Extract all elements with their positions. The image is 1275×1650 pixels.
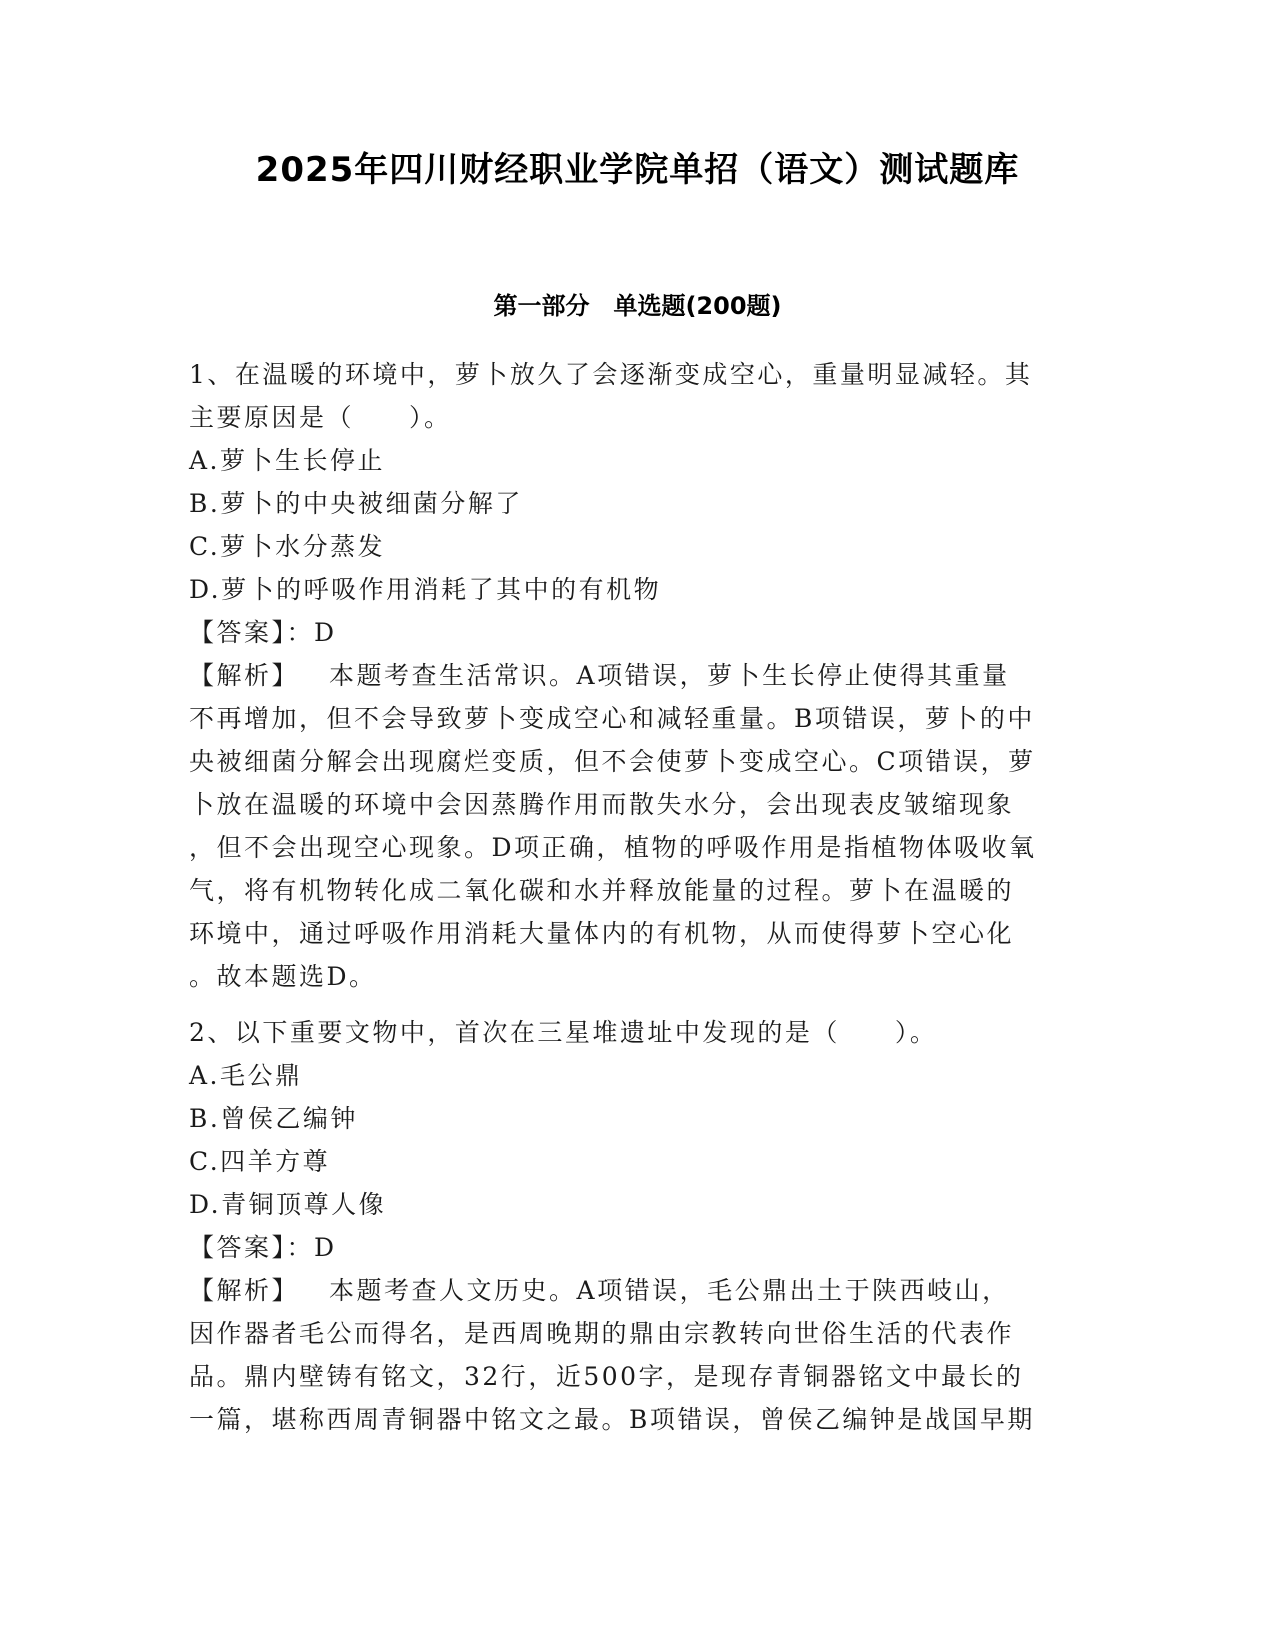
answer-label: 【答案】： — [189, 1233, 315, 1262]
analysis-line: 不再增加，但不会导致萝卜变成空心和减轻重量。B项错误，萝卜的中 — [189, 704, 1035, 733]
analysis-line: 品。鼎内壁铸有铭文，32行，近500字，是现存青铜器铭文中最长的 — [189, 1362, 1024, 1391]
question-stem-line: 2、以下重要文物中，首次在三星堆遗址中发现的是（ ）。 — [189, 1018, 938, 1047]
analysis-label: 【解析】 — [189, 661, 300, 690]
question-stem-line: 主要原因是（ ）。 — [189, 403, 452, 432]
analysis-line: ，但不会出现空心现象。D项正确，植物的呼吸作用是指植物体吸收氧 — [189, 833, 1037, 862]
document-title: 2025年四川财经职业学院单招（语文）测试题库 — [255, 150, 1020, 190]
analysis-first-line — [189, 654, 1089, 697]
option-d: D.萝卜的呼吸作用消耗了其中的有机物 — [189, 575, 662, 604]
option-d: D.青铜顶尊人像 — [189, 1190, 387, 1219]
analysis-line: 卜放在温暖的环境中会因蒸腾作用而散失水分，会出现表皮皱缩现象 — [189, 790, 1015, 819]
answer-line — [189, 1226, 1089, 1269]
analysis-line: 。故本题选D。 — [189, 962, 377, 991]
analysis-first-line — [189, 1269, 1089, 1312]
analysis-line: 环境中，通过呼吸作用消耗大量体内的有机物，从而使得萝卜空心化 — [189, 919, 1015, 948]
analysis-line: 因作器者毛公而得名，是西周晚期的鼎由宗教转向世俗生活的代表作 — [189, 1319, 1015, 1348]
option-b: B.萝卜的中央被细菌分解了 — [189, 489, 523, 518]
answer-line — [189, 611, 1089, 654]
option-c: C.萝卜水分蒸发 — [189, 532, 386, 561]
question-list — [189, 353, 1089, 1441]
answer-value: D — [314, 618, 337, 647]
analysis-line: 央被细菌分解会出现腐烂变质，但不会使萝卜变成空心。C项错误，萝 — [189, 747, 1036, 776]
option-c: C.四羊方尊 — [189, 1147, 331, 1176]
question-stem-line: 1、在温暖的环境中，萝卜放久了会逐渐变成空心，重量明显减轻。其 — [189, 360, 1033, 389]
analysis-text: 本题考查人文历史。A项错误，毛公鼎出土于陕西岐山， — [329, 1276, 1010, 1305]
analysis-line: 一篇，堪称西周青铜器中铭文之最。B项错误，曾侯乙编钟是战国早期 — [189, 1405, 1035, 1434]
answer-value: D — [314, 1233, 337, 1262]
section-heading: 第一部分 单选题(200题) — [493, 292, 782, 320]
option-a: A.萝卜生长停止 — [189, 446, 386, 475]
option-b: B.曾侯乙编钟 — [189, 1104, 358, 1133]
question-1 — [189, 353, 1089, 998]
option-a: A.毛公鼎 — [189, 1061, 303, 1090]
question-2 — [189, 1011, 1089, 1441]
analysis-text: 本题考查生活常识。A项错误，萝卜生长停止使得其重量 — [329, 661, 1010, 690]
analysis-label: 【解析】 — [189, 1276, 300, 1305]
answer-label: 【答案】： — [189, 618, 315, 647]
analysis-line: 气，将有机物转化成二氧化碳和水并释放能量的过程。萝卜在温暖的 — [189, 876, 1015, 905]
